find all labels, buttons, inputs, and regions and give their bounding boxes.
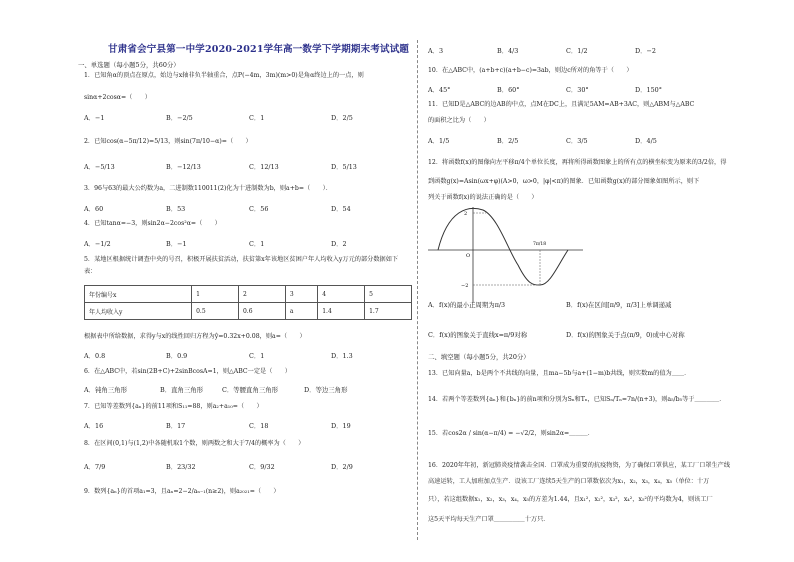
q8-option-c: C．9/32 [249,463,275,471]
question-12-text-cont-2: 列关于函数f(x)的说法正确的是（ ） [428,194,538,201]
question-13-text: 13．已知向量a，b是两个不共线的向量，且ma−5b与a+(1−m)b共线，则实数m的值为＿＿． [428,370,691,377]
q7-option-d: D．19 [331,422,351,430]
q1-option-b: B．−2/5 [166,114,193,122]
q3-option-d: D．54 [331,205,351,213]
q5-option-b: B．0.9 [166,352,188,360]
q1-option-a: A．−1 [84,114,105,122]
section-heading-single-choice: 一、单选题（每小题5分，共60分） [78,61,180,69]
question-1-text: 1．已知角α的顶点在原点，始边与x轴非负半轴重合，点P(−4m，3m)(m>0)是角α终边上的一点，则 [84,72,364,79]
q1-option-c: C．1 [249,114,265,122]
table-cell: 0.5 [192,303,239,320]
question-5-text: 5．某地区根据统计调查中央的号召，积极开展扶贫活动，扶贫第x年该地区贫困户年人均收入y万元的部分数据如下 [84,256,399,263]
q2-option-c: C．12/13 [249,163,279,171]
table-cell: 1 [192,286,239,303]
y-min-label: −2 [461,283,469,289]
q2-option-a: A．−5/13 [84,163,115,171]
q6-option-d: D．等边三角形 [304,386,348,394]
table-cell: 5 [365,286,412,303]
y-max-label: 2 [464,211,468,217]
table-cell: 3 [285,286,317,303]
question-12-text-cont: 到函数g(x)=Asin(ωx+φ)(A>0，ω>0，|φ|<π)的图象．已知函数g(x)的部分图象如图所示，则下 [428,178,700,185]
table-cell: 4 [318,286,365,303]
table-row [85,286,412,303]
q4-option-c: C．1 [249,240,265,248]
question-7-text: 7．已知等差数列{aₙ}的前11项和S₁₁=88，则a₂+a₁₀=（ ） [84,403,263,410]
question-16-text-cont-3: 这5天平均每天生产口罩＿＿＿＿＿十万只． [428,516,550,523]
q2-option-d: D．5/13 [331,163,357,171]
question-6-text: 6．在△ABC中，若sin(2B+C)+2sinBcosA=1，则△ABC一定是（ ） [84,368,291,375]
question-5-text-cont: 表： [84,268,97,275]
q3-option-a: A．60 [84,205,104,213]
q8-option-a: A．7/9 [84,463,106,471]
exam-title: 甘肃省会宁县第一中学2020-2021学年高一数学下学期期末考试试题 [108,44,410,55]
q10-option-b: B．60° [497,86,520,94]
x-mark-label: 7π/18 [533,242,547,247]
q11-option-d: D．4/5 [635,137,657,145]
table-cell: 1.7 [365,303,412,320]
q5-option-a: A．0.8 [84,352,106,360]
q1-option-d: D．2/5 [331,114,353,122]
q8-option-d: D．2/9 [331,463,353,471]
q7-option-b: B．17 [166,422,186,430]
origin-label: O [466,253,471,259]
q12-option-b: B．f(x)在区间[π/9，π/3]上单调递减 [566,301,672,309]
question-16-text: 16．2020年年初，新冠肺炎疫情袭击全国．口罩成为重要的抗疫物资，为了确保口罩供应，某工厂口罩生产线 [428,462,731,469]
question-14-text: 14．若两个等差数列{aₙ}和{bₙ}的前n项和分别为Sₙ和Tₙ，已知Sₙ/Tₙ=7n/(n+3)，则a₅/b₅等于＿＿＿＿． [428,396,726,403]
table-row [85,303,412,320]
question-15-text: 15．若cos2α / sin(α−π/4) = −√2/2，则sin2α=＿＿＿． [428,430,594,437]
q11-option-c: C．3/5 [566,137,588,145]
question-2-text: 2．已知cos(α−5π/12)=5/13，则sin(7π/10−α)=（ ） [84,138,252,145]
question-4-text: 4．已知tanα=−3，则sin2α−2cos²α=（ ） [84,220,221,227]
q10-option-c: C．30° [566,86,589,94]
q11-option-a: A．1/5 [428,137,450,145]
q9-option-b: B．4/3 [497,47,519,55]
question-3-text: 3．96与63的最大公约数为a，二进制数110011(2)化为十进制数为b，则a+b=（ ）． [84,185,332,192]
question-8-text: 8．在区间(0,1)与(1,2)中各随机取1个数，则两数之和大于7/4的概率为（ ） [84,440,305,447]
q4-option-a: A．−1/2 [84,240,111,248]
q7-option-c: C．18 [249,422,269,430]
question-11-text-cont: 的面积之比为（ ） [428,117,490,124]
question-9-text: 9．数列{aₙ}的首项a₁=3，且aₙ=2−2/aₙ₋₁(n≥2)，则a₂₀₂₁=（ ） [84,488,280,495]
table-cell: 0.6 [238,303,285,320]
q6-option-b: B．直角三角形 [160,386,204,394]
question-5-regression-text: 根据表中所给数据，求得y与x的线性回归方程为ŷ=0.32x+0.08，则a=（ ） [84,333,306,340]
q7-option-a: A．16 [84,422,104,430]
q10-option-a: A．45° [428,86,451,94]
question-10-text: 10．在△ABC中，(a+b+c)(a+b−c)=3ab，则边c所对的角等于（ ） [428,67,633,74]
q5-option-c: C．1 [249,352,265,360]
q9-option-a: A．3 [428,47,444,55]
q4-option-b: B．−1 [166,240,187,248]
q5-option-d: D．1.3 [331,352,353,360]
q12-option-a: A．f(x)的最小正周期为π/3 [428,301,506,309]
section-heading-fill-in: 二、填空题（每小题5分，共20分） [428,353,530,361]
q10-option-d: D．150° [635,86,662,94]
table-cell: 年人均收入y [85,303,192,320]
table-cell: 2 [238,286,285,303]
q6-option-c: C．等腰直角三角形 [222,386,279,394]
q2-option-b: B．−12/13 [166,163,201,171]
question-11-text: 11．已知D是△ABC的边AB的中点，点M在DC上，且满足5AM=AB+3AC，则△ABM与△ABC [428,101,695,108]
q4-option-d: D．2 [331,240,347,248]
q3-option-c: C．56 [249,205,269,213]
question-1-text-cont: sinα+2cosα=（ ） [84,94,151,101]
q9-option-d: D．−2 [635,47,656,55]
question-16-text-cont-2: 只），若这组数据x₁，x₂，x₃，x₄，x₅的方差为1.44，且x₁²，x₂²，x₃²，x₄²，x₅²的平均数为4，则该工厂 [428,496,713,503]
q6-option-a: A．钝角三角形 [84,386,127,394]
q11-option-b: B．2/5 [497,137,519,145]
q8-option-b: B．23/32 [166,463,196,471]
sine-curve [438,208,568,285]
table-cell: 年份编号x [85,286,192,303]
table-cell: 1.4 [318,303,365,320]
q12-option-c: C．f(x)的图象关于直线x=π/9对称 [428,331,528,339]
function-graph [428,205,768,305]
column-divider [417,40,418,540]
q12-option-d: D．f(x)的图象关于点(π/9，0)成中心对称 [566,331,685,339]
table-cell: a [285,303,317,320]
question-12-text: 12．将函数f(x)的图像向左平移π/4个单位长度，再将所得函数图象上的所有点的横坐标变为原来的3/2倍，得 [428,159,727,166]
data-table [84,285,412,320]
q9-option-c: C．1/2 [566,47,588,55]
question-16-text-cont: 高速运转，工人加班加点生产．设该工厂连续5天生产的口罩数依次为x₁，x₂，x₃，x₄，x₅（单位：十万 [428,478,710,485]
q3-option-b: B．53 [166,205,186,213]
